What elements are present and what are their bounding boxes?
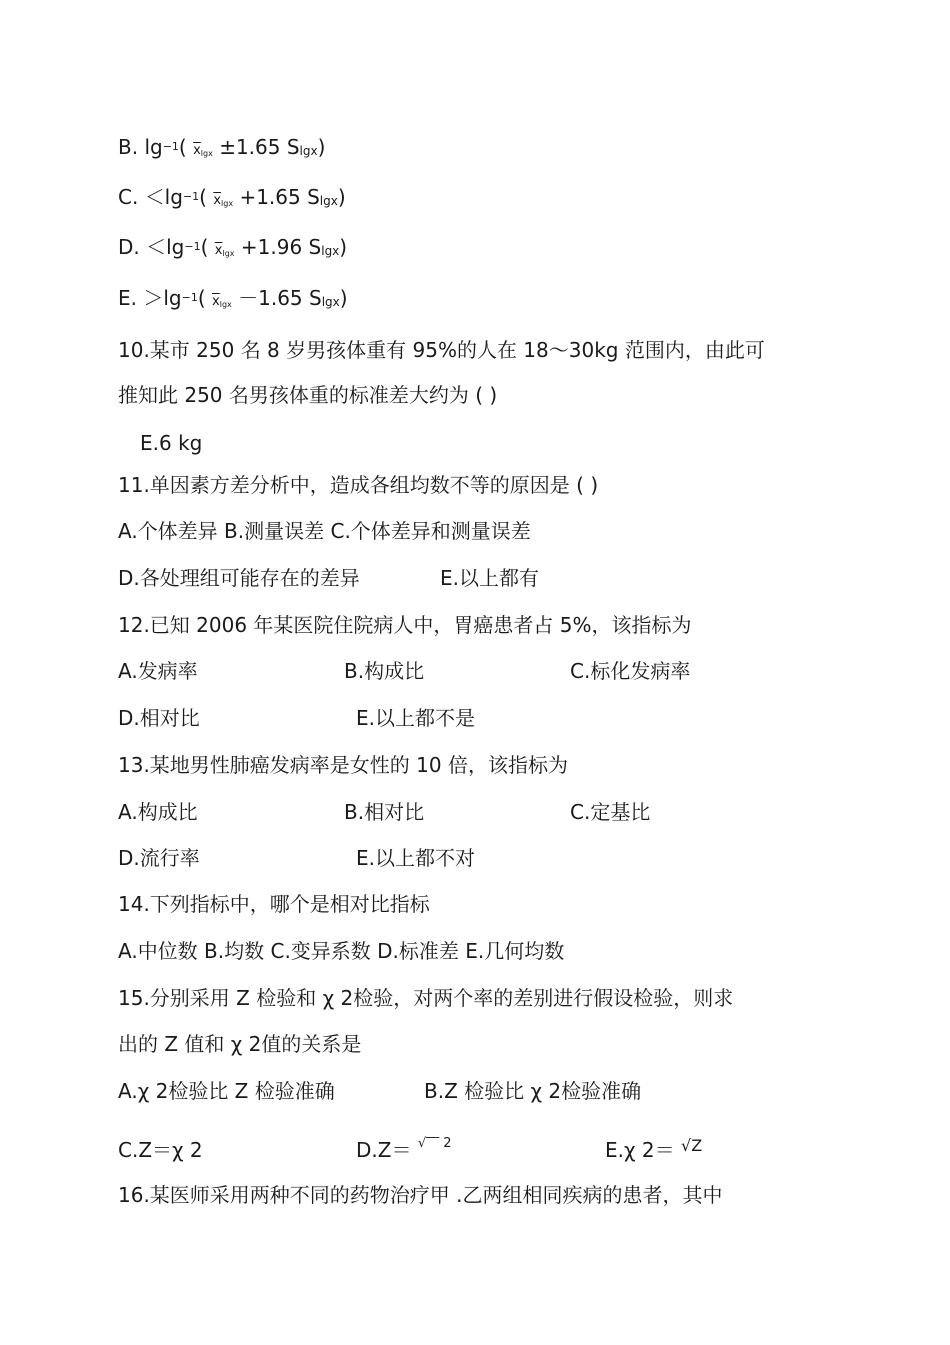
sqrt-symbol: √Z: [681, 1136, 703, 1155]
option-e-text: E.χ 2＝: [605, 1138, 675, 1162]
q9-option-b: B. $\lg^{-1}$( $\overline{x}\lg x \pm 1.65$ Slgx): [118, 135, 326, 159]
q9-option-e: E. $>\lg^{-1}$( $\overline{x}\lg x -1.65$ Slgx): [118, 286, 348, 310]
lg-text: ＜lg: [144, 185, 183, 209]
q13-stem: 13.某地男性肺癌发病率是女性的 10 倍，该指标为: [118, 753, 568, 777]
q13-option-d: D.流行率: [118, 846, 200, 870]
close-paren: ): [337, 185, 346, 209]
exponent: −1: [182, 190, 200, 203]
q12-option-e: E.以上都不是: [356, 706, 475, 730]
q11-options-row1: A.个体差异 B.测量误差 C.个体差异和测量误差: [118, 519, 531, 543]
q13-option-b: B.相对比: [344, 800, 425, 824]
q11-option-d: D.各处理组可能存在的差异: [118, 566, 360, 590]
q12-option-d: D.相对比: [118, 706, 200, 730]
q15-option-b: B.Z 检验比 χ 2检验准确: [424, 1079, 642, 1103]
operator-text: ±1.65 S: [219, 135, 300, 159]
exponent: −1: [184, 240, 201, 253]
x-bar: $\overline{x}$: [213, 193, 222, 208]
q16-stem-line1: 16.某医师采用两种不同的药物治疗甲 .乙两组相同疾病的患者，其中: [118, 1183, 723, 1207]
q12-stem: 12.已知 2006 年某医院住院病人中，胃癌患者占 5%，该指标为: [118, 613, 692, 637]
x-bar: $\overline{x}$: [214, 243, 223, 258]
operator-text: －1.65 S: [238, 286, 322, 310]
close-paren: ): [339, 286, 348, 310]
q15-option-a: A.χ 2检验比 Z 检验准确: [118, 1079, 335, 1103]
x-bar: $\overline{x}$: [193, 143, 201, 158]
s-sub: lgx: [321, 244, 340, 258]
q11-stem: 11.单因素方差分析中，造成各组均数不等的原因是 ( ): [118, 473, 599, 497]
q13-option-e: E.以上都不对: [356, 846, 475, 870]
q10-stem-line1: 10.某市 250 名 8 岁男孩体重有 95%的人在 18～30kg 范围内，由此可: [118, 338, 765, 362]
q15-option-e: [605, 1136, 702, 1166]
q15-option-c: C.Z＝χ 2: [118, 1138, 203, 1162]
q12-option-a: A.发病率: [118, 659, 198, 683]
q10-option-e: E.6 kg: [140, 431, 203, 455]
q13-option-a: A.构成比: [118, 800, 198, 824]
x-sub: lgx: [222, 249, 235, 258]
lg-text: ＜lg: [146, 235, 185, 259]
q10-stem-line2: 推知此 250 名男孩体重的标准差大约为 ( ): [118, 383, 498, 407]
option-d-text: D.Z＝: [356, 1138, 412, 1162]
q9-option-d: D. $<\lg^{-1}$( $\overline{x}\lg x +1.96$ Slgx): [118, 235, 348, 259]
close-paren: ): [317, 135, 326, 159]
x-sub: lgx: [221, 199, 234, 208]
q12-option-c: C.标化发病率: [570, 659, 691, 683]
close-paren: ): [339, 235, 348, 259]
s-sub: lgx: [319, 194, 338, 208]
q11-option-e: E.以上都有: [440, 566, 539, 590]
s-sub: lgx: [299, 144, 318, 158]
q15-stem-line2: 出的 Z 值和 χ 2值的关系是: [118, 1032, 362, 1056]
q9-option-c: C. $<\lg^{-1}$( $\overline{x}\lg x +1.65$ Slgx): [118, 185, 346, 209]
sqrt-symbol: √‾‾ 2: [417, 1136, 452, 1151]
option-label: B.: [118, 135, 139, 159]
x-sub: lgx: [200, 149, 213, 158]
exponent: −1: [181, 291, 198, 304]
q12-option-b: B.构成比: [344, 659, 425, 683]
option-label: C.: [118, 185, 139, 209]
option-label: E.: [118, 286, 137, 310]
q14-stem: 14.下列指标中，哪个是相对比指标: [118, 892, 430, 916]
s-sub: lgx: [321, 295, 340, 309]
x-bar: $\overline{x}$: [212, 294, 220, 309]
lg-text: lg: [144, 135, 163, 159]
operator-text: +1.96 S: [240, 235, 322, 259]
exponent: −1: [162, 140, 179, 153]
q15-option-d: [356, 1136, 452, 1168]
option-label: D.: [118, 235, 140, 259]
q15-stem-line1: 15.分别采用 Z 检验和 χ 2检验，对两个率的差别进行假设检验，则求: [118, 986, 734, 1010]
lg-text: ＞lg: [143, 286, 182, 310]
q13-option-c: C.定基比: [570, 800, 651, 824]
operator-text: +1.65 S: [239, 185, 320, 209]
q14-options-row1: A.中位数 B.均数 C.变异系数 D.标准差 E.几何均数: [118, 939, 565, 963]
x-sub: lgx: [219, 300, 232, 309]
